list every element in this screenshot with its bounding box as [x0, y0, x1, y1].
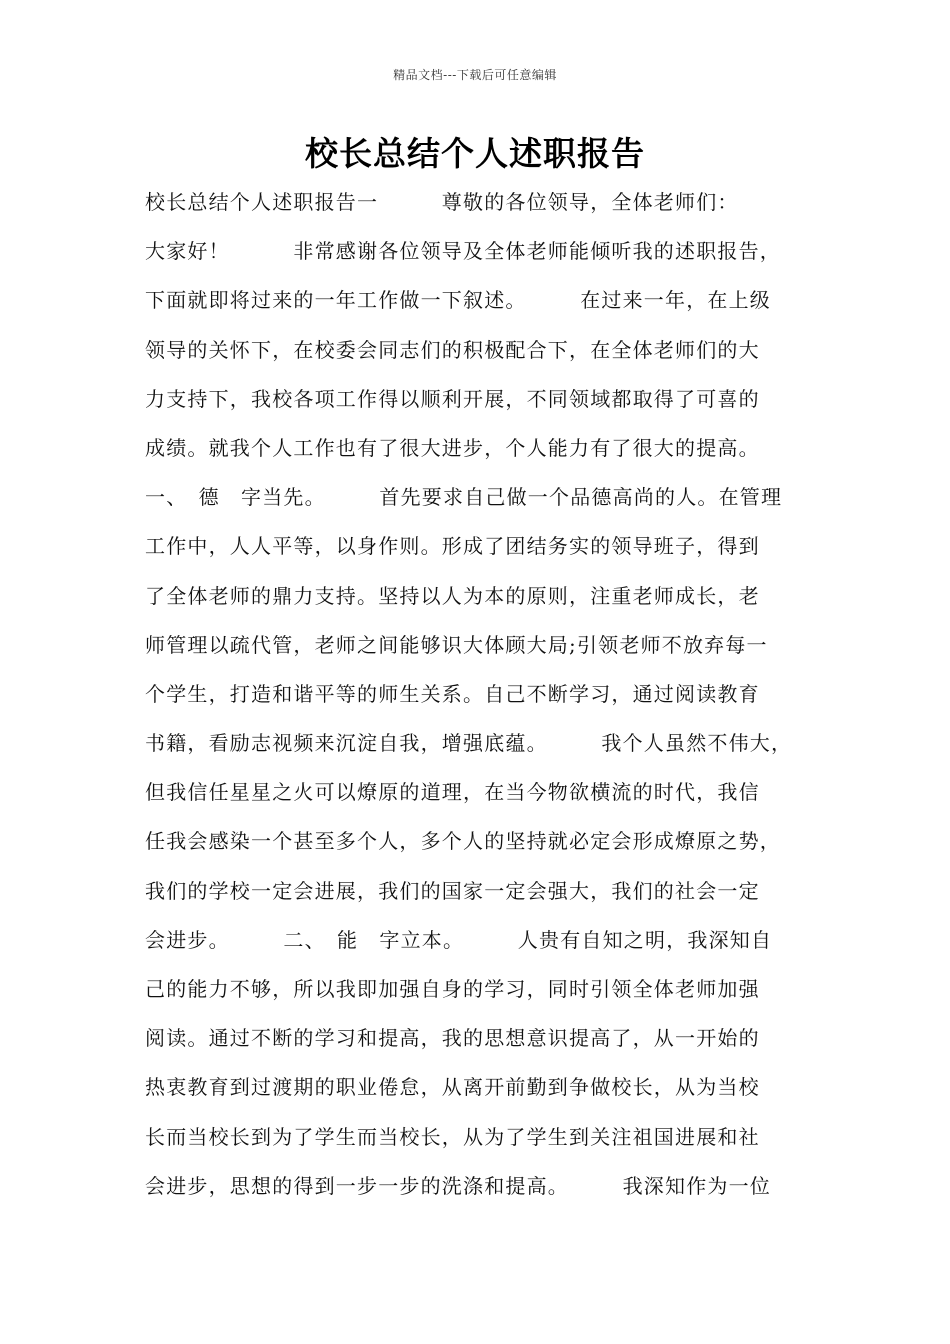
text-line: 力支持下，我校各项工作得以顺利开展，不同领域都取得了可喜的: [145, 386, 760, 411]
text-line: 会进步，思想的得到一步一步的洗涤和提高。 我深知作为一位: [145, 1173, 771, 1198]
text-line: 成绩。就我个人工作也有了很大进步，个人能力有了很大的提高。: [145, 435, 760, 460]
text-line: 己的能力不够，所以我即加强自身的学习，同时引领全体老师加强: [145, 977, 760, 1001]
text-line: 下面就即将过来的一年工作做一下叙述。 在过来一年，在上级: [145, 288, 771, 313]
text-line: 了全体老师的鼎力支持。坚持以人为本的原则，注重老师成长，老: [145, 583, 760, 608]
header-note: 精品文档---下载后可任意编辑: [393, 68, 557, 82]
body-text: [145, 184, 825, 1217]
text-line: 大家好！ 非常感谢各位领导及全体老师能倾听我的述职报告，: [145, 239, 781, 264]
text-line: 会进步。 二、 能 字立本。 人贵有自知之明，我深知自: [145, 927, 773, 952]
text-line: 个学生，打造和谐平等的师生关系。自己不断学习，通过阅读教育: [145, 681, 760, 706]
text-line: 工作中，人人平等，以身作则。形成了团结务实的领导班子，得到: [145, 534, 760, 559]
text-line: 阅读。通过不断的学习和提高，我的思想意识提高了，从一开始的: [145, 1026, 760, 1051]
text-line: 书籍，看励志视频来沉淀自我，增强底蕴。 我个人虽然不伟大，: [145, 731, 793, 756]
text-line: 领导的关怀下，在校委会同志们的积极配合下，在全体老师们的大: [145, 337, 760, 362]
text-line: 任我会感染一个甚至多个人，多个人的坚持就必定会形成燎原之势，: [145, 829, 781, 854]
text-line: 师管理以疏代管，老师之间能够识大体顾大局;引领老师不放弃每一: [145, 632, 768, 657]
page-title: 校长总结个人述职报告: [305, 134, 645, 173]
text-line: 长而当校长到为了学生而当校长，从为了学生到关注祖国进展和社: [145, 1124, 760, 1149]
text-line: 我们的学校一定会进展，我们的国家一定会强大，我们的社会一定: [145, 878, 760, 903]
text-line: 校长总结个人述职报告一 尊敬的各位领导，全体老师们：: [145, 190, 739, 214]
text-line: 但我信任星星之火可以燎原的道理，在当今物欲横流的时代，我信: [145, 780, 760, 805]
text-line: 一、 德 字当先。 首先要求自己做一个品德高尚的人。在管理: [145, 485, 783, 510]
text-line: 热衷教育到过渡期的职业倦怠，从离开前勤到争做校长，从为当校: [145, 1075, 760, 1100]
